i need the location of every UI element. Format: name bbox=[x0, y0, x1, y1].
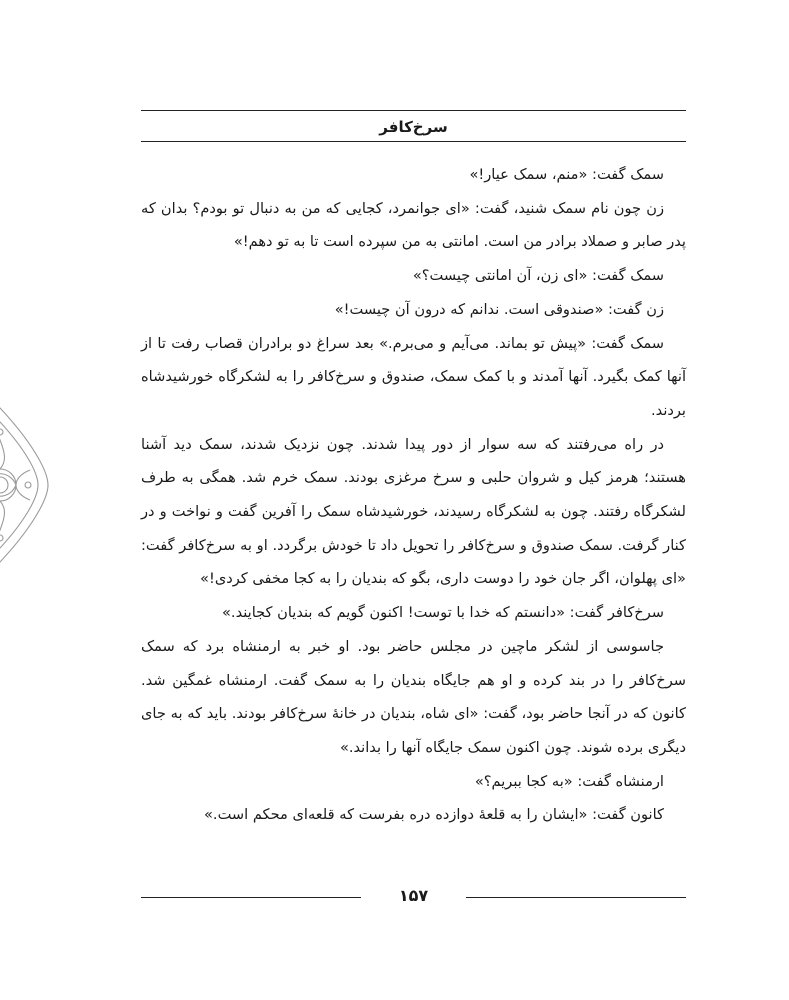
paragraph: سمک گفت: «ای زن، آن امانتی چیست؟» bbox=[412, 267, 664, 285]
paragraph: سرخ‌کافر گفت: «دانستم که خدا با توست! اکنون گویم که بندیان کجایند.» bbox=[222, 604, 664, 622]
paragraph: زن گفت: «صندوقی است. ندانم که درون آن چیست!» bbox=[334, 300, 664, 318]
paragraph: در راه می‌رفتند که سه سوار از دور پیدا شدند. چون نزدیک شدند، سمک دید آشنا هستند؛ هرمز کیل و شروان حلبی و سرخ مرغزی بودند. سمک خرم شد. همگی به طرف لشکرگاه رفتند. چون به لشکرگاه رسیدند، خورشیدشاه سمک را آفرین گفت و نواخت و در کنار گرفت. سمک صندوق و سرخ‌کافر را تحویل داد تا خودش برگردد. او به سرخ‌کافر گفت: «ای پهلوان، اگر جان خود را دوست داری، بگو که بندیان را به کجا مخفی کردی!» bbox=[141, 435, 686, 588]
page-number: ۱۵۷ bbox=[398, 886, 429, 905]
header-top-rule bbox=[141, 110, 686, 111]
paragraph: جاسوسی از لشکر ماچین در مجلس حاضر بود. او خبر به ارمنشاه برد که سمک سرخ‌کافر را در بند کرده و او هم جایگاه بندیان را به سمک گفت. ارمنشاه غمگین شد. کانون که در آنجا حاضر بود، گفت: «ای شاه، بندیان در خانهٔ سرخ‌کافر بودند. باید که به جای دیگری برده شوند. چون اکنون سمک جایگاه آنها را بداند.» bbox=[141, 637, 686, 756]
paragraph: سمک گفت: «منم، سمک عیار!» bbox=[469, 166, 664, 183]
paragraph: سمک گفت: «پیش تو بماند. می‌آیم و می‌برم.» بعد سراغ دو برادران قصاب رفت تا از آنها کمک بگیرد. آنها آمدند و با کمک سمک، صندوق و سرخ‌کافر را به لشکرگاه خورشیدشاه بردند. bbox=[141, 334, 686, 419]
paragraph: زن چون نام سمک شنید، گفت: «ای جوانمرد، کجایی که من به دنبال تو بودم؟ بدان که پدر صابر و صملاد برادر من است. امانتی به من سپرده است تا به تو دهم!» bbox=[141, 199, 686, 251]
floral-arabesque-ornament-icon bbox=[0, 400, 50, 570]
running-title: سرخ‌کافر bbox=[379, 118, 448, 136]
footer-left-rule bbox=[141, 897, 361, 898]
paragraph: کانون گفت: «ایشان را به قلعهٔ دوازده دره بفرست که قلعه‌ای محکم است.» bbox=[204, 806, 664, 824]
body-text bbox=[141, 158, 686, 832]
footer-right-rule bbox=[466, 897, 686, 898]
header-bottom-rule bbox=[141, 141, 686, 142]
paragraph: ارمنشاه گفت: «به کجا ببریم؟» bbox=[474, 772, 664, 790]
